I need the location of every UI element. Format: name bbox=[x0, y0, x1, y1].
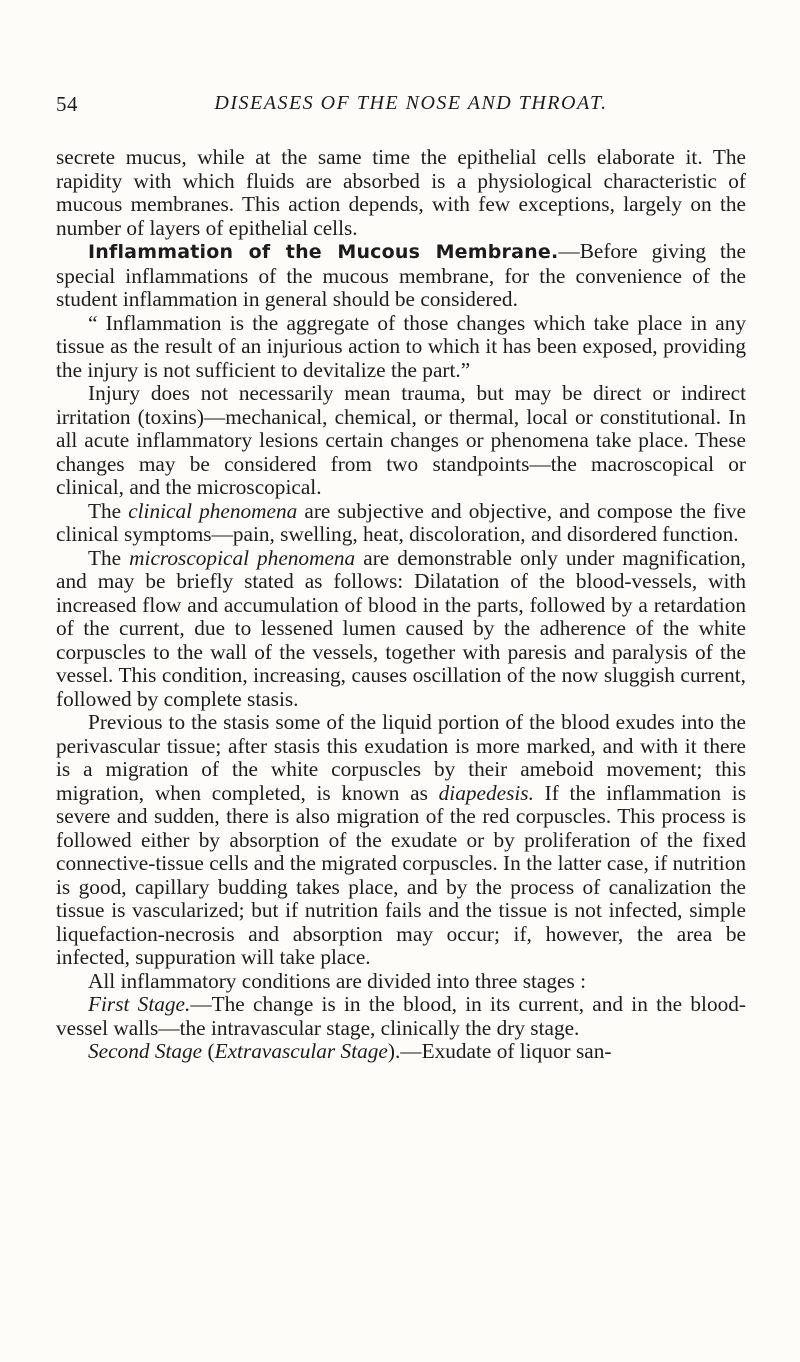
section-heading: Inflammation of the Mucous Membrane. bbox=[88, 241, 559, 263]
page-header bbox=[56, 92, 746, 122]
paren-open: ( bbox=[202, 1039, 215, 1063]
clinical-phenomena-term: clinical phenomena bbox=[128, 498, 298, 523]
paragraph-10-text: ).—Exudate of liquor san- bbox=[387, 1039, 612, 1063]
paragraph-5-text: are subjective and objective, and compose the five clinical symptoms—pain, swelling, heat, discoloration, and disordered function. bbox=[56, 498, 746, 546]
body-text bbox=[56, 146, 746, 1064]
paragraph-2 bbox=[56, 240, 746, 312]
paragraph-4-text: Injury does not necessarily mean trauma, but may be direct or indirect irritation (toxins)—mechanical, chemical, or thermal, local or constitutional. In all acute inflammatory lesions certain changes or phenomena take place. These changes may be considered from two standpoints—the macroscopical or clinical, and the microscopical. bbox=[56, 381, 746, 499]
second-stage-term: Second Stage bbox=[88, 1039, 203, 1063]
paragraph-6 bbox=[56, 547, 746, 712]
paragraph-6-lead: The bbox=[88, 545, 130, 570]
paragraph-7-text-b: If the inflammation is severe and sudden, there is also migration of the red corpuscles. This process is followed either by absorption of the exudate or by proliferation of the fixed connective-tissue cells and the migrated corpuscles. In the latter case, if nutrition is good, capillary budding takes place, and by the process of canalization the tissue is vascularized; but if nutrition fails and the tissue is not infected, simple liquefaction-necrosis and absorption may occur; if, however, the area be infected, suppuration will take place. bbox=[56, 780, 746, 969]
paragraph-9 bbox=[56, 993, 746, 1040]
paragraph-3 bbox=[56, 312, 746, 383]
paragraph-8 bbox=[56, 970, 746, 994]
paragraph-9-text: —The change is in the blood, in its current, and in the blood-vessel walls—the intravascular stage, clinically the dry stage. bbox=[56, 992, 746, 1040]
paragraph-8-text: All inflammatory conditions are divided into three stages : bbox=[88, 968, 586, 993]
paragraph-7-text-a: Previous to the stasis some of the liquid portion of the blood exudes into the perivascular tissue; after stasis this exudation is more marked, and with it there is a migration of the white corpuscles by their ameboid movement; this migration, when completed, is known as bbox=[56, 710, 746, 805]
diapedesis-term: diapedesis. bbox=[438, 780, 534, 805]
paragraph-2-text: —Before giving the special inflammations of the mucous membrane, for the convenience of the student inflammation in general should be considered. bbox=[56, 239, 746, 311]
paragraph-1-text: secrete mucus, while at the same time the epithelial cells elaborate it. The rapidity with which fluids are absorbed is a physiological characteristic of mucous membranes. This action depends, with few exceptions, largely on the number of layers of epithelial cells. bbox=[56, 145, 746, 240]
running-title: DISEASES OF THE NOSE AND THROAT. bbox=[214, 92, 608, 114]
page-number: 54 bbox=[56, 92, 78, 116]
paragraph-5 bbox=[56, 500, 746, 547]
microscopical-phenomena-term: microscopical phenomena bbox=[129, 545, 356, 570]
paragraph-7 bbox=[56, 711, 746, 970]
extravascular-stage-term: Extravascular Stage bbox=[214, 1039, 388, 1063]
definition-quote: “ Inflammation is the aggregate of those changes which take place in any tissue as the result of an injurious action to which it has been exposed, providing the injury is not sufficient to devitalize the part.” bbox=[56, 310, 746, 382]
paragraph-4 bbox=[56, 382, 746, 500]
paragraph-10 bbox=[56, 1040, 746, 1064]
paragraph-5-lead: The bbox=[88, 498, 129, 523]
first-stage-term: First Stage. bbox=[88, 992, 191, 1016]
paragraph-6-text: are demonstrable only under magnification, and may be briefly stated as follows: Dilatation of the blood-vessels, with increased flow and accumulation of blood in the parts, followed by a retardation of the current, due to lessened lumen caused by the adherence of the white corpuscles to the wall of the vessels, together with paresis and paralysis of the vessel. This condition, increasing, causes oscillation of the now sluggish current, followed by complete stasis. bbox=[56, 545, 747, 711]
paragraph-1 bbox=[56, 146, 746, 240]
